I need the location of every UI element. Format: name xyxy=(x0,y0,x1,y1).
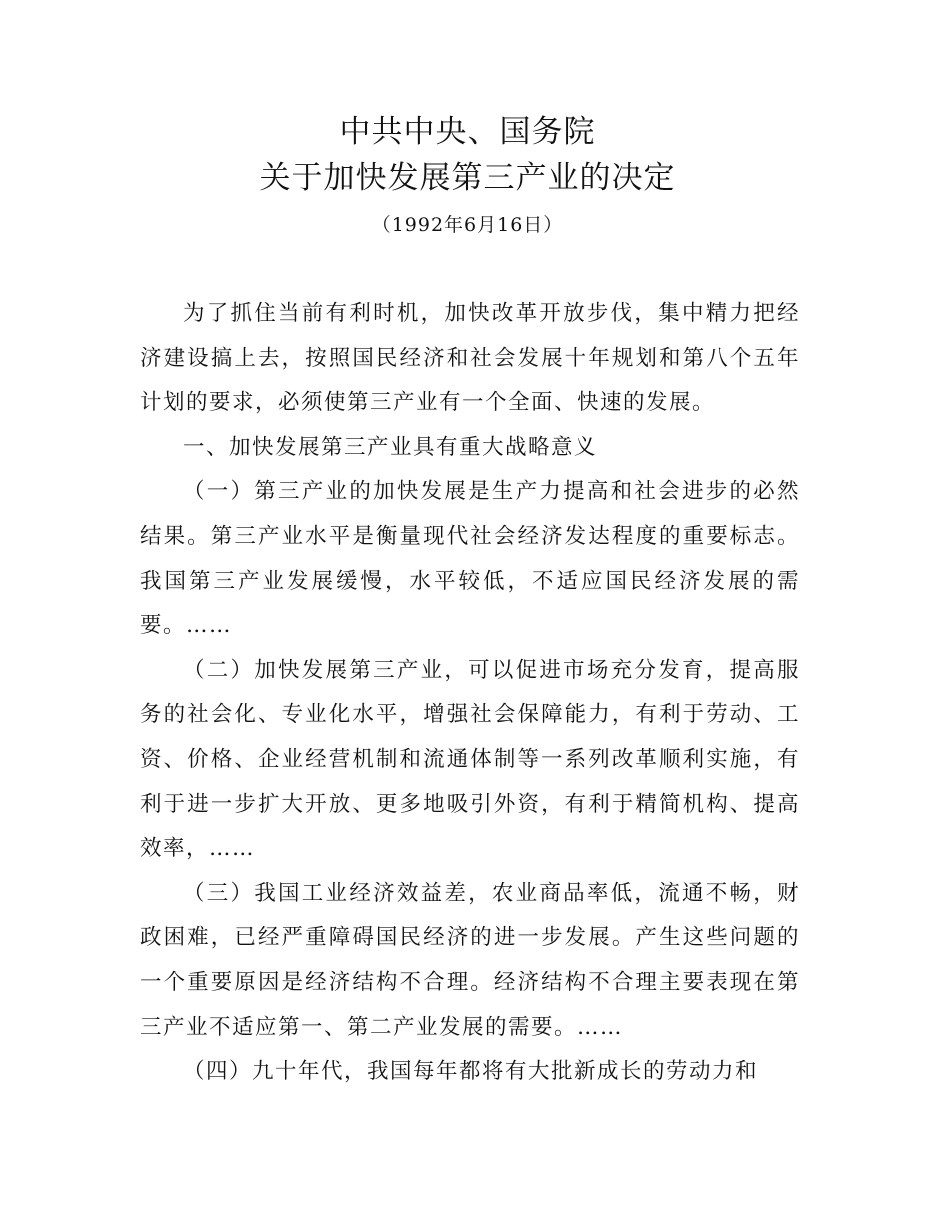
paragraph-intro: 为了抓住当前有利时机，加快改革开放步伐，集中精力把经济建设搞上去，按照国民经济和社会发展十年规划和第八个五年计划的要求，必须使第三产业有一个全面、快速的发展。 xyxy=(140,301,800,416)
paragraph-item-1: （一）第三产业的加快发展是生产力提高和社会进步的必然结果。第三产业水平是衡量现代社会经济发达程度的重要标志。我国第三产业发展缓慢，水平较低，不适应国民经济发展的需要。…… xyxy=(140,479,800,639)
document-title-line1: 中共中央、国务院 xyxy=(339,114,596,150)
document-title-line2: 关于加快发展第三产业的决定 xyxy=(259,160,676,196)
document-date: （1992年6月16日） xyxy=(371,214,564,236)
document-body xyxy=(140,292,800,1095)
section-heading-1: 一、加快发展第三产业具有重大战略意义 xyxy=(183,434,598,460)
paragraph-item-4: （四）九十年代，我国每年都将有大批新成长的劳动力和 xyxy=(183,1059,759,1085)
paragraph-item-3: （三）我国工业经济效益差，农业商品率低，流通不畅，财政困难，已经严重障碍国民经济的进一步发展。产生这些问题的一个重要原因是经济结构不合理。经济结构不合理主要表现在第三产业不适应第一、第二产业发展的需要。…… xyxy=(140,880,800,1040)
paragraph-item-2: （二）加快发展第三产业，可以促进市场充分发育，提高服务的社会化、专业化水平，增强社会保障能力，有利于劳动、工资、价格、企业经营机制和流通体制等一系列改革顺利实施，有利于进一步扩大开放、更多地吸引外资，有利于精简机构、提高效率，…… xyxy=(140,657,800,862)
